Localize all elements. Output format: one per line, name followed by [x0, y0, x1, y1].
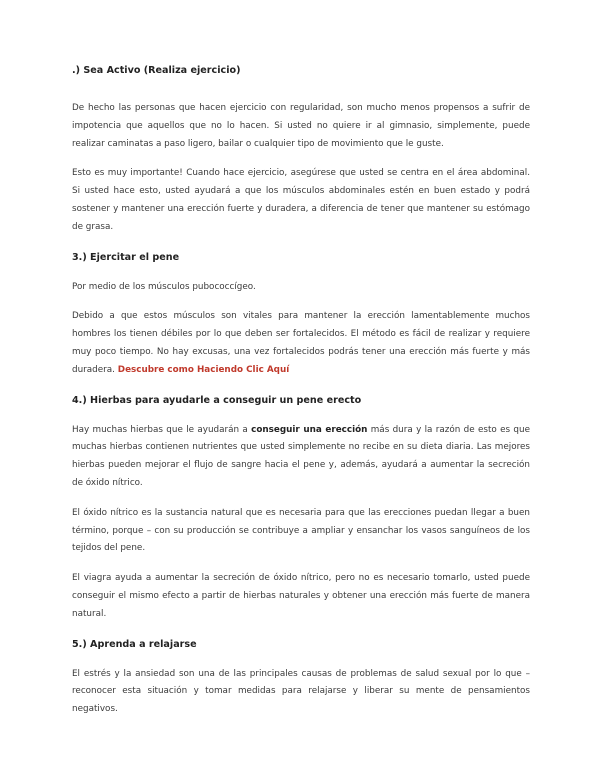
- paragraph-nitric-oxide: El óxido nítrico es la sustancia natural que es necesaria para que las erecciones puedan llegar a buen término, porque – con su producción se contribuye a ampliar y ensanchar los vasos sanguíneos de los tejidos del pene.: [72, 507, 530, 554]
- paragraph-abdominal-focus: Esto es muy importante! Cuando hace ejercicio, asegúrese que usted se centra en el área abdominal. Si usted hace esto, usted ayudará a que los músculos abdominales estén en buen estado y podrá sostener y mantener una erección fuerte y duradera, a diferencia de tener que mantener su estómago de grasa.: [72, 168, 530, 232]
- paragraph-herbs-intro: [72, 422, 530, 493]
- herbs-intro-before: Hay muchas hierbas que le ayudarán a: [72, 424, 252, 435]
- herbs-intro-bold: conseguir una erección: [251, 424, 368, 435]
- paragraph-stress: El estrés y la ansiedad son una de las principales causas de problemas de salud sexual por lo que – reconocer esta situación y tomar medidas para relajarse y liberar su mente de pensamientos negativos.: [72, 668, 530, 715]
- paragraph-viagra: El viagra ayuda a aumentar la secreción de óxido nítrico, pero no es necesario tomarlo, usted puede conseguir el mismo efecto a partir de hierbas naturales y obtener una erección más fuerte de manera natural.: [72, 573, 530, 619]
- document-page: [72, 64, 530, 719]
- paragraph-exercise-regularity: De hecho las personas que hacen ejercicio con regularidad, son mucho menos propensos a sufrir de impotencia que aquellos que no lo hacen. Si usted no quiere ir al gimnasio, simplemente, puede realizar caminatas a paso ligero, bailar o cualquier tipo de movimiento que le guste.: [72, 103, 530, 149]
- paragraph-strengthen-text: Debido a que estos músculos son vitales para mantener la erección lamentablemente muchos hombres los tienen débiles por lo que deben ser fortalecidos. El método es fácil de realizar y requiere muy poco tiempo. No hay excusas, una vez fortalecidos podrás tener una erección más fuerte y más duradera.: [72, 311, 530, 375]
- discover-link[interactable]: Descubre como Haciendo Clic Aquí: [117, 364, 290, 375]
- section-heading-penis-exercise: 3.) Ejercitar el pene: [72, 251, 180, 263]
- paragraph-pubococcygeus: Por medio de los músculos pubococcígeo.: [72, 281, 256, 292]
- paragraph-strengthen-muscles: [72, 308, 530, 379]
- section-heading-herbs: 4.) Hierbas para ayudarle a conseguir un pene erecto: [72, 394, 362, 406]
- section-heading-exercise: .) Sea Activo (Realiza ejercicio): [72, 65, 241, 76]
- section-heading-relax: 5.) Aprenda a relajarse: [72, 638, 197, 650]
- herbs-intro-after: más dura y la razón de esto es que muchas hierbas contienen nutrientes que usted simplemente no recibe en su dieta diaria. Las mejores hierbas pueden mejorar el flujo de sangre hacia el pene y, además, ayudará a aumentar la secreción de óxido nítrico.: [72, 424, 530, 488]
